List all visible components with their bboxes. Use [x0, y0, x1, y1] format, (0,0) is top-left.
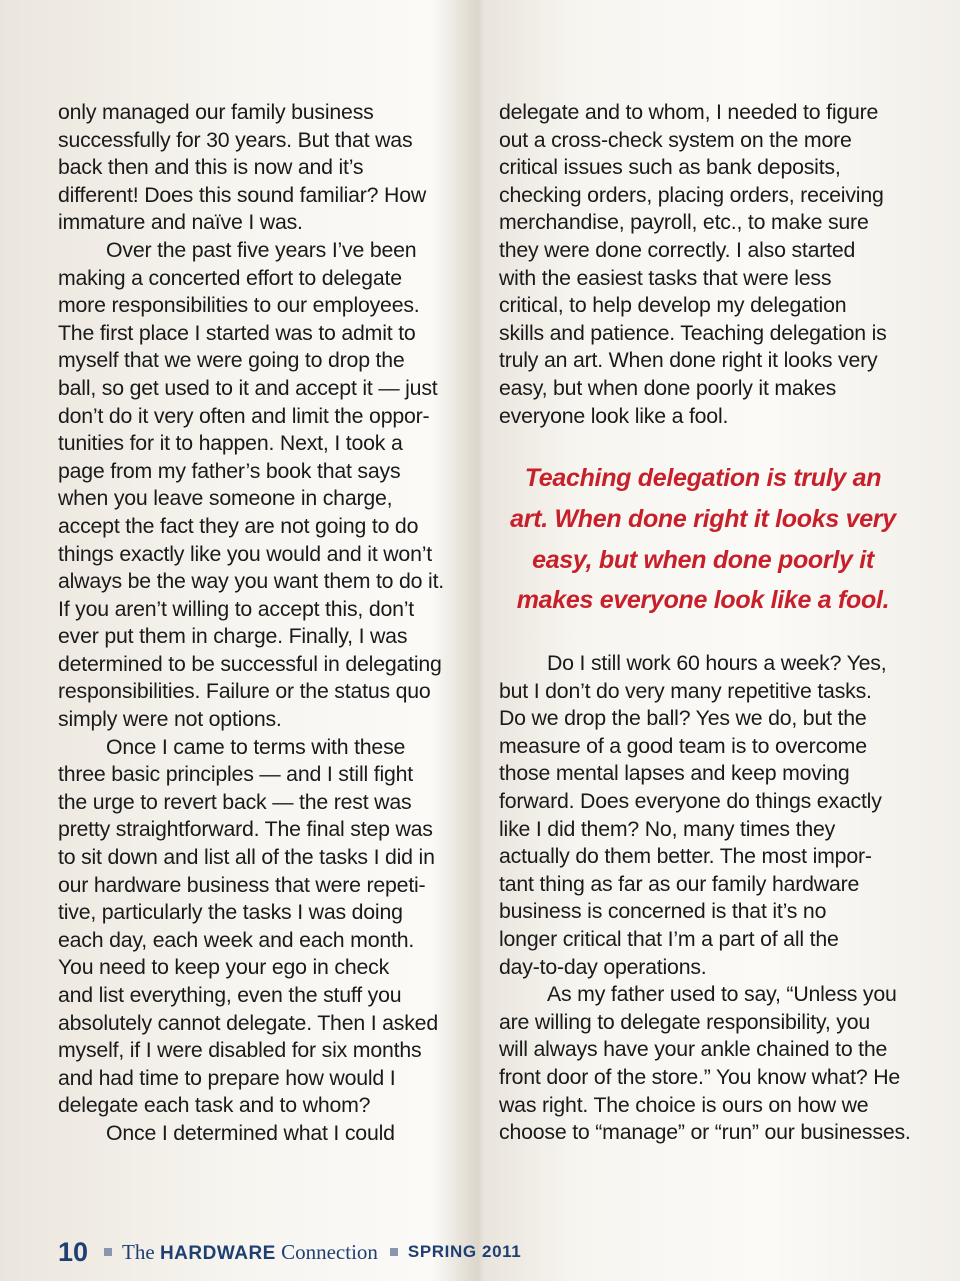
text-line: actually do them better. The most impor-	[499, 844, 872, 869]
text-line: ball, so get used to it and accept it — just	[58, 375, 438, 400]
text-line: Do we drop the ball? Yes we do, but the	[499, 706, 867, 731]
page-number: 10	[58, 1236, 89, 1267]
separator-square-icon	[390, 1248, 398, 1256]
text-line: Do I still work 60 hours a week? Yes,	[547, 651, 887, 675]
text-line: pretty straightforward. The final step was	[58, 817, 433, 842]
text-line: making a concerted effort to delegate	[58, 265, 402, 290]
text-line: You need to keep your ego in check	[58, 955, 390, 980]
text-line: don’t do it very often and limit the oppor-	[58, 403, 430, 428]
text-line: are willing to delegate responsibility, you	[499, 1009, 871, 1034]
magazine-title-hardware: HARDWARE	[159, 1242, 276, 1264]
left-column	[58, 99, 468, 1148]
pull-quote-line: easy, but when done poorly it	[532, 545, 874, 574]
text-line: more responsibilities to our employees.	[58, 293, 420, 318]
pull-quote-line: makes everyone look like a fool.	[516, 586, 890, 615]
text-line: different! Does this sound familiar? How	[58, 182, 427, 207]
text-line: those mental lapses and keep moving	[499, 761, 850, 786]
text-line: absolutely cannot delegate. Then I asked	[58, 1010, 438, 1035]
text-line: three basic principles — and I still fight	[58, 762, 413, 787]
text-line: front door of the store.” You know what? He	[499, 1064, 901, 1089]
text-line: business is concerned is that it’s no	[499, 899, 827, 924]
text-line: only managed our family business	[58, 100, 374, 124]
text-line: tunities for it to happen. Next, I took a	[58, 431, 403, 456]
text-line: merchandise, payroll, etc., to make sure	[499, 210, 869, 235]
page-footer	[58, 1232, 521, 1272]
text-line: immature and naïve I was.	[58, 210, 303, 235]
text-line: responsibilities. Failure or the status quo	[58, 679, 431, 704]
text-line: measure of a good team is to overcome	[499, 733, 867, 758]
right-column-top	[499, 99, 919, 430]
issue-date: SPRING 2011	[407, 1242, 522, 1261]
text-line: and had time to prepare how would I	[58, 1065, 396, 1090]
text-line: the urge to revert back — the rest was	[58, 789, 412, 814]
text-line: If you aren’t willing to accept this, don’t	[58, 596, 415, 621]
text-line: choose to “manage” or “run” our businesses.	[499, 1120, 911, 1145]
text-line: back then and this is now and it’s	[58, 155, 364, 180]
text-line: Over the past five years I’ve been	[106, 237, 417, 262]
text-line: skills and patience. Teaching delegation is	[499, 320, 887, 345]
text-line: critical issues such as bank deposits,	[499, 155, 841, 180]
text-line: As my father used to say, “Unless you	[547, 982, 897, 1007]
text-line: longer critical that I’m a part of all the	[499, 926, 839, 951]
text-line: page from my father’s book that says	[58, 458, 401, 483]
magazine-title	[122, 1240, 378, 1265]
text-line: to sit down and list all of the tasks I did in	[58, 845, 435, 870]
text-line: tant thing as far as our family hardware	[499, 871, 860, 896]
pull-quote-line: art. When done right it looks very	[510, 504, 896, 533]
magazine-title-the: The	[122, 1239, 155, 1264]
magazine-title-connection: Connection	[281, 1239, 378, 1264]
text-line: day-to-day operations.	[499, 954, 707, 979]
text-line: everyone look like a fool.	[499, 403, 729, 428]
separator-square-icon	[104, 1248, 112, 1256]
text-line: critical, to help develop my delegation	[499, 293, 847, 318]
right-column-bottom	[499, 650, 919, 1147]
text-line: our hardware business that were repeti-	[58, 872, 426, 897]
text-line: always be the way you want them to do it.	[58, 569, 445, 594]
text-line: was right. The choice is ours on how we	[499, 1092, 869, 1117]
text-line: checking orders, placing orders, receiving	[499, 182, 884, 207]
text-line: myself, if I were disabled for six months	[58, 1038, 422, 1063]
text-line: when you leave someone in charge,	[58, 486, 393, 511]
text-line: truly an art. When done right it looks very	[499, 348, 878, 373]
text-line: accept the fact they are not going to do	[58, 513, 419, 538]
text-line: The first place I started was to admit to	[58, 320, 416, 345]
text-line: forward. Does everyone do things exactly	[499, 788, 882, 813]
text-line: delegate each task and to whom?	[58, 1093, 371, 1118]
text-line: with the easiest tasks that were less	[499, 265, 832, 290]
text-line: tive, particularly the tasks I was doing	[58, 900, 403, 925]
pull-quote	[488, 458, 918, 621]
text-line: ever put them in charge. Finally, I was	[58, 624, 408, 649]
text-line: Once I came to terms with these	[106, 734, 406, 759]
text-line: they were done correctly. I also started	[499, 237, 856, 262]
text-line: successfully for 30 years. But that was	[58, 127, 413, 152]
text-line: myself that we were going to drop the	[58, 348, 405, 373]
text-line: and list everything, even the stuff you	[58, 983, 402, 1007]
text-line: will always have your ankle chained to the	[499, 1037, 888, 1062]
text-line: Once I determined what I could	[106, 1120, 395, 1145]
text-line: like I did them? No, many times they	[499, 816, 836, 841]
text-line: determined to be successful in delegating	[58, 651, 442, 676]
text-line: delegate and to whom, I needed to figure	[499, 100, 879, 124]
text-line: but I don’t do very many repetitive tasks.	[499, 678, 872, 703]
text-line: out a cross-check system on the more	[499, 127, 852, 152]
text-line: easy, but when done poorly it makes	[499, 375, 837, 400]
text-line: things exactly like you would and it won’t	[58, 541, 432, 566]
text-line: simply were not options.	[58, 707, 282, 732]
pull-quote-line: Teaching delegation is truly an	[524, 464, 882, 492]
text-line: each day, each week and each month.	[58, 927, 415, 952]
